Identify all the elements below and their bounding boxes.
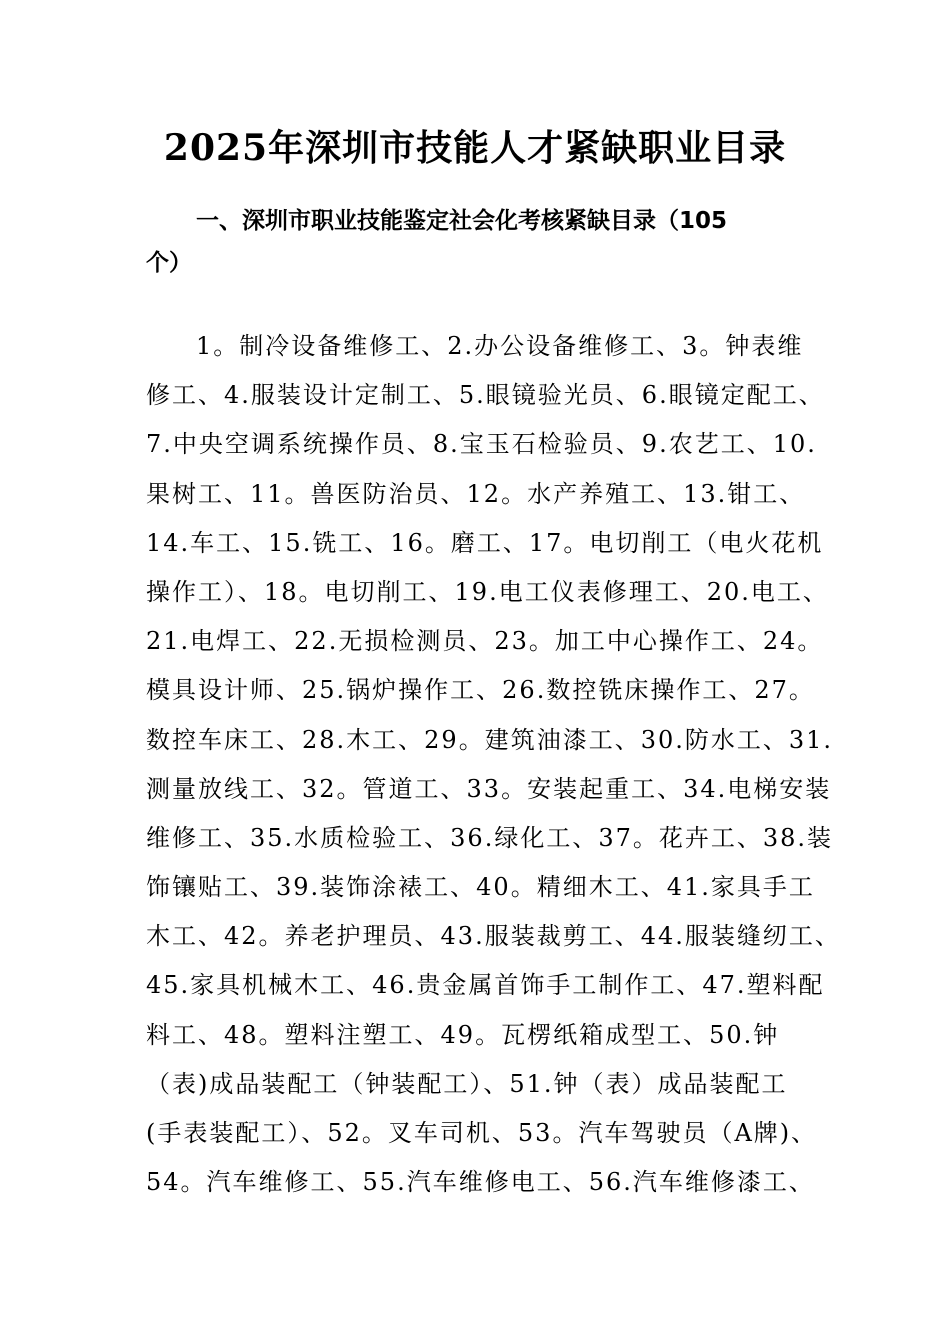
paragraph-line: (手表装配工）、52。叉车司机、53。汽车驾驶员（A牌)、: [146, 1119, 818, 1147]
paragraph-line: 数控车床工、28.木工、29。建筑油漆工、30.防水工、31.: [146, 725, 834, 754]
occupation-list-paragraph: [146, 322, 841, 1207]
paragraph-line: 料工、48。塑料注塑工、49。瓦楞纸箱成型工、50.钟: [146, 1020, 780, 1049]
paragraph-line: 木工、42。养老护理员、43.服装裁剪工、44.服装缝纫工、: [146, 922, 841, 951]
section-heading-line2: 个）: [146, 250, 192, 276]
paragraph-line: 14.车工、15.铣工、16。磨工、17。电切削工（电火花机: [146, 528, 824, 557]
paragraph-line: 维修工、35.水质检验工、36.绿化工、37。花卉工、38.装: [146, 823, 834, 852]
paragraph-line: 7.中央空调系统操作员、8.宝玉石检验员、9.农艺工、10.: [146, 430, 817, 459]
section-heading-line1: 一、深圳市职业技能鉴定社会化考核紧缺目录（105: [196, 208, 728, 234]
paragraph-line: 1。制冷设备维修工、2.办公设备维修工、3。钟表维: [196, 332, 804, 360]
paragraph-line: 21.电焊工、22.无损检测员、23。加工中心操作工、24。: [146, 627, 824, 656]
paragraph-line: 45.家具机械木工、46.贵金属首饰手工制作工、47.塑料配: [146, 971, 825, 1000]
paragraph-line: （表)成品装配工（钟装配工）、51.钟（表）成品装配工: [146, 1069, 788, 1098]
paragraph-line: 54。汽车维修工、55.汽车维修电工、56.汽车维修漆工、: [146, 1168, 815, 1197]
paragraph-line: 操作工）、18。电切削工、19.电工仪表修理工、20.电工、: [146, 577, 829, 606]
paragraph-line: 饰镶贴工、39.装饰涂裱工、40。精细木工、41.家具手工: [146, 873, 815, 902]
paragraph-line: 果树工、11。兽医防治员、12。水产养殖工、13.钳工、: [146, 479, 806, 508]
paragraph-line: 修工、4.服装设计定制工、5.眼镜验光员、6.眼镜定配工、: [146, 381, 825, 410]
section-heading: [146, 200, 806, 284]
paragraph-line: 测量放线工、32。管道工、33。安装起重工、34.电梯安装: [146, 774, 832, 803]
paragraph-line: 模具设计师、25.锅炉操作工、26.数控铣床操作工、27。: [146, 676, 815, 705]
document-title: 2025年深圳市技能人才紧缺职业目录: [163, 127, 787, 169]
